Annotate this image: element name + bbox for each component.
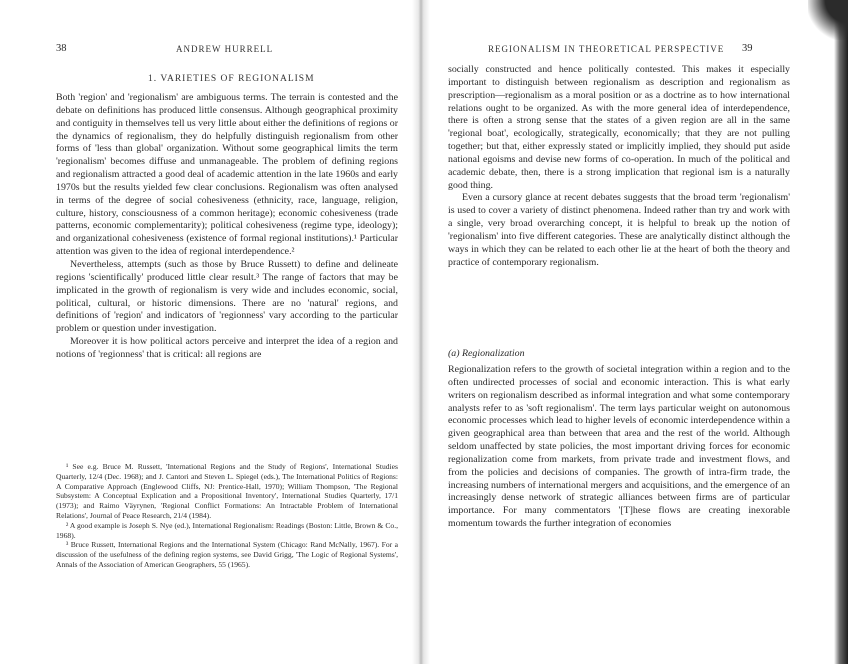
right-body-text bbox=[448, 64, 790, 270]
left-paragraph-3: Moreover it is how political actors perceive and interpret the idea of a region and notions of 'regionness' that is critical: all regions are bbox=[56, 336, 398, 360]
left-paragraph-1: Both 'region' and 'regionalism' are ambiguous terms. The terrain is contested and the debate on definitions has produced little consensus. Although geographical proximity and contiguity in themselves tell us very little about either the definitions of regions or the dynamics of regionalism, they do helpfully distinguish regionalism from other forms of 'less than global' organization. Without some geographical limits the term 'regionalism' becomes diffuse and unmanageable. The problem of defining regions and regionalism attracted a good deal of academic attention in the late 1960s and early 1970s but the results yielded few clear conclusions. Regionalism was often analysed in terms of the degree of social cohesiveness (ethnicity, race, language, religion, culture, history, consciousness of a common heritage); economic cohesiveness (trade patterns, economic complementarity); political cohesiveness (regime type, ideology); and organizational cohesiveness (existence of formal regional institutions).¹ Particular attention was given to the idea of regional interdependence.² bbox=[56, 92, 398, 258]
left-paragraph-2: Nevertheless, attempts (such as those by Bruce Russett) to define and delineate regions 'scientifically' produced little clear result.³ The range of factors that may be implicated in the growth of regionalism is very wide and includes economic, social, political, cultural, or historic dimensions. There are no 'natural' regions, and definitions of 'region' and indicators of 'regionness' vary according to the particular problem or question under investigation. bbox=[56, 258, 398, 335]
right-page-number: 39 bbox=[742, 43, 753, 54]
footnote-2: ² A good example is Joseph S. Nye (ed.), International Regionalism: Readings (Boston: Little, Brown & Co., 1968). bbox=[56, 520, 398, 540]
page-corner-shadow bbox=[808, 0, 848, 40]
footnote-1: ¹ See e.g. Bruce M. Russett, 'International Regions and the Study of Regions', International Studies Quarterly, 12/4 (Dec. 1968); and J. Cantori and Steven L. Spiegel (eds.), The International Politics of Regions: A Comparative Approach (Englewood Cliffs, NJ: Prentice-Hall, 1970); William Thompson, 'The Regional Subsystem: A Conceptual Explication and a Propositional Inventory', International Studies Quarterly, 17/1 (1973); and Raimo Väyrynen, 'Regional Conflict Formations: An Intractable Problem of International Relations', Journal of Peace Research, 21/4 (1984). bbox=[56, 462, 398, 520]
right-paragraph-1: socially constructed and hence politically contested. This makes it especially important to distinguish between regionalism as description and regionalism as prescription—regionalism as a moral position or as a doctrine as to how international relations ought to be organized. As with the more general idea of interdependence, there is often a strong sense that the states of a given region are all in the same 'regional boat', ecologically, strategically, economically; that they are not pulling together; but that, either expressly stated or implicitly implied, they should put aside national egoisms and devise new forms of co-operation. In much of the political and academic debate, then, there is a strong implication that regional ism is a naturally good thing. bbox=[448, 64, 790, 191]
right-running-head: REGIONALISM IN THEORETICAL PERSPECTIVE bbox=[488, 44, 725, 54]
right-paragraph-2: Even a cursory glance at recent debates suggests that the broad term 'regionalism' is used to cover a variety of distinct phenomena. Indeed rather than try and work with a single, very broad overarching concept, it is helpful to break up the notion of 'regionalism' into five different categories. These are analytically distinct although the ways in which they can be related to each other lie at the heart of both the theory and practice of contemporary regionalism. bbox=[448, 192, 790, 268]
right-body-text-2 bbox=[448, 364, 790, 531]
right-page bbox=[424, 0, 848, 664]
left-page bbox=[0, 0, 420, 664]
section-title: 1. VARIETIES OF REGIONALISM bbox=[148, 74, 315, 84]
left-running-head: ANDREW HURRELL bbox=[176, 44, 274, 54]
left-body-text bbox=[56, 92, 398, 362]
left-page-number: 38 bbox=[56, 43, 67, 54]
page-edge-shadow bbox=[834, 0, 848, 664]
subsection-title: (a) Regionalization bbox=[448, 348, 525, 359]
right-paragraph-3: Regionalization refers to the growth of societal integration within a region and to the often undirected processes of social and economic interaction. This is what early writers on regionalism described as informal integration and what some contemporary analysts refer to as 'soft regionalism'. The term lays particular weight on autonomous economic processes which lead to higher levels of economic interdependence within a given geographical area than between that area and the rest of the world. Although seldom unaffected by state policies, the most important driving forces for economic regionalization come from markets, from private trade and investment flows, and from the policies and decisions of companies. The growth of intra-firm trade, the increasing numbers of international mergers and acquisitions, and the emergence of an increasingly dense network of strategic alliances between firms are of particular importance. For many commentators '[T]hese flows are creating inexorable momentum towards the further integration of economies bbox=[448, 364, 790, 530]
footnote-3: ³ Bruce Russett, International Regions and the International System (Chicago: Rand McNally, 1967). For a discussion of the usefulness of the defining region systems, see David Grigg, 'The Logic of Regional Systems', Annals of the Association of American Geographers, 55 (1965). bbox=[56, 540, 398, 569]
left-footnotes bbox=[56, 462, 398, 570]
